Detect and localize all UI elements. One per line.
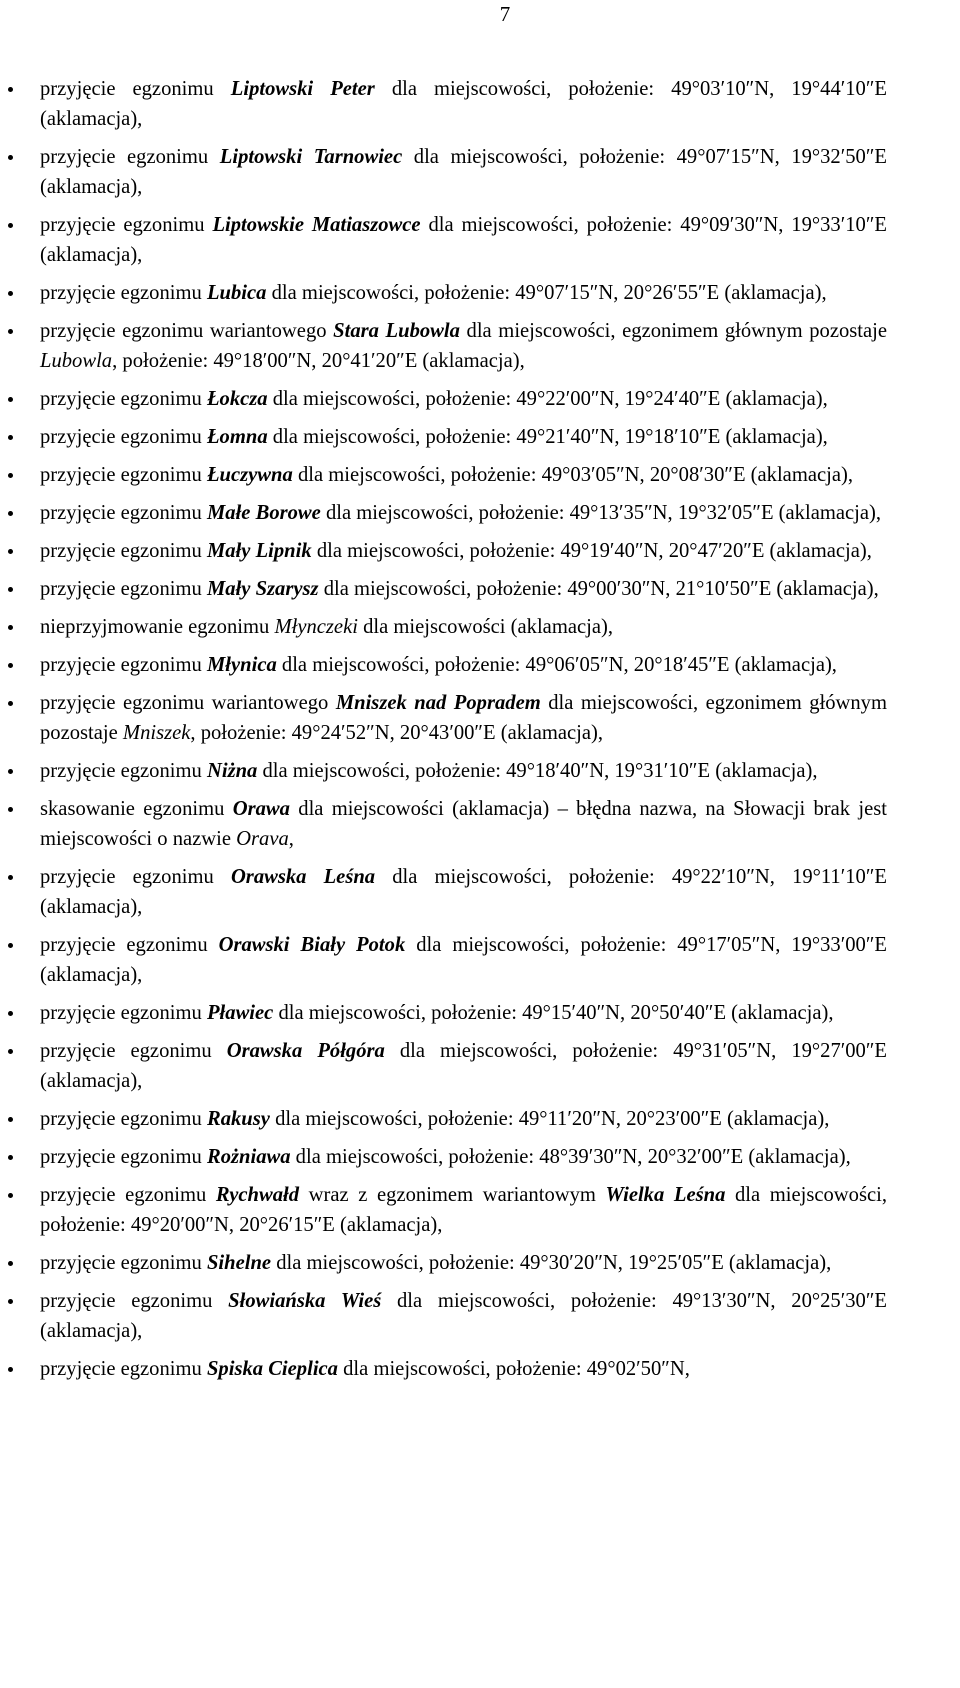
item-text: dla miejscowości, położenie: 49°06′05″N, 20°18′45″E (aklamacja), [276,654,837,676]
list-item [40,142,887,202]
item-text: , położenie: 49°24′52″N, 20°43′00″E (aklamacja), [190,722,604,744]
list-item [40,998,887,1028]
list-item [40,1180,887,1240]
item-text: , położenie: 49°18′00″N, 20°41′20″E (aklamacja), [112,350,525,372]
item-text: dla miejscowości (aklamacja), [357,616,613,638]
item-text: przyjęcie egzonimu [40,502,207,524]
list-item [40,688,887,748]
place-name: Mniszek [122,722,191,744]
item-text: przyjęcie egzonimu [40,1184,216,1206]
exonym-name: Łokcza [206,388,268,410]
item-text: przyjęcie egzonimu wariantowego [40,692,336,714]
exonym-name: Pławiec [206,1002,274,1024]
item-text: przyjęcie egzonimu [40,1290,229,1312]
list-item [40,1104,887,1134]
item-text: dla miejscowości, położenie: 49°22′00″N, 19°24′40″E (aklamacja), [267,388,828,410]
item-text: przyjęcie egzonimu [40,214,213,236]
list-item [40,1286,887,1346]
item-text: przyjęcie egzonimu [40,540,207,562]
list-item [40,650,887,680]
item-text: dla miejscowości, położenie: 49°13′35″N, 19°32′05″E (aklamacja), [320,502,882,524]
item-text: przyjęcie egzonimu [40,282,207,304]
list-item [40,794,887,854]
item-text: przyjęcie egzonimu wariantowego [40,320,334,342]
list-item [40,316,887,376]
item-text: przyjęcie egzonimu [40,1252,207,1274]
exonym-name: Liptowski Peter [230,78,375,100]
exonym-name: Łuczywna [206,464,293,486]
list-item [40,862,887,922]
list-item [40,1248,887,1278]
list-item [40,278,887,308]
place-name: Lubowla [40,350,113,372]
item-text: dla miejscowości, położenie: 49°03′10″N, 19°44′10″E (aklamacja), [40,78,887,130]
exonym-name: Orawska Półgóra [226,1040,385,1062]
item-text: dla miejscowości, położenie: 49°18′40″N, 19°31′10″E (aklamacja), [257,760,818,782]
list-item [40,612,887,642]
exonym-name: Rychwałd [215,1184,300,1206]
item-text: dla miejscowości, położenie: 49°17′05″N, 19°33′00″E (aklamacja), [40,934,887,986]
list-item [40,574,887,604]
list-item [40,210,887,270]
item-text: przyjęcie egzonimu [40,1358,207,1380]
item-text: przyjęcie egzonimu [40,78,231,100]
item-text: dla miejscowości, położenie: 49°15′40″N, 20°50′40″E (aklamacja), [273,1002,834,1024]
list-item [40,930,887,990]
exonym-name: Słowiańska Wieś [228,1290,382,1312]
item-text: dla miejscowości, położenie: 49°19′40″N, 20°47′20″E (aklamacja), [311,540,872,562]
item-text: wraz z egzonimem wariantowym [299,1184,606,1206]
item-text: dla miejscowości, położenie: 49°07′15″N, 19°32′50″E (aklamacja), [40,146,887,198]
exonym-name: Niżna [206,760,258,782]
item-text: dla miejscowości, egzonimem głównym pozostaje [40,692,888,744]
list-item [40,422,887,452]
item-text: dla miejscowości, położenie: 49°13′30″N, 20°25′30″E (aklamacja), [40,1290,887,1342]
item-text: dla miejscowości, położenie: 49°31′05″N, 19°27′00″E (aklamacja), [40,1040,887,1092]
exonym-name: Orawski Biały Potok [218,934,406,956]
item-text: przyjęcie egzonimu [40,654,207,676]
item-text: przyjęcie egzonimu [40,760,207,782]
item-text: przyjęcie egzonimu [40,1040,227,1062]
exonym-name: Orawa [232,798,290,820]
item-text: przyjęcie egzonimu [40,866,231,888]
exonym-name: Młynica [206,654,277,676]
item-text: dla miejscowości, położenie: 49°00′30″N, 21°10′50″E (aklamacja), [318,578,879,600]
exonym-name: Mały Szarysz [206,578,319,600]
item-text: dla miejscowości, położenie: 49°21′40″N, 19°18′10″E (aklamacja), [267,426,828,448]
list-item [40,384,887,414]
list-item [40,460,887,490]
item-text: nieprzyjmowanie egzonimu [40,616,275,638]
exonym-name: Liptowskie Matiaszowce [212,214,421,236]
item-text: dla miejscowości, położenie: 49°09′30″N, 19°33′10″E (aklamacja), [40,214,887,266]
exonym-name: Orawska Leśna [230,866,376,888]
item-text: dla miejscowości, położenie: 49°07′15″N, 20°26′55″E (aklamacja), [266,282,827,304]
list-item [40,74,887,134]
place-name: Orava [236,828,289,850]
list-item [40,536,887,566]
exonym-name: Mały Lipnik [206,540,312,562]
exonym-name: Małe Borowe [206,502,321,524]
list-item [40,756,887,786]
item-text: dla miejscowości (aklamacja) – błędna nazwa, na Słowacji brak jest miejscowości o nazwie [40,798,887,850]
item-text: dla miejscowości, położenie: 49°02′50″N, [337,1358,690,1380]
exonym-name: Spiska Cieplica [206,1358,338,1380]
list-item [40,1142,887,1172]
item-text: przyjęcie egzonimu [40,934,219,956]
item-text: dla miejscowości, położenie: 49°22′10″N, 19°11′10″E (aklamacja), [40,866,887,918]
item-text: przyjęcie egzonimu [40,1108,207,1130]
place-name: Młynczeki [274,616,358,638]
item-text: dla miejscowości, położenie: 49°11′20″N, 20°23′00″E (aklamacja), [269,1108,830,1130]
exonym-name: Liptowski Tarnowiec [219,146,403,168]
exonym-name: Wielka Leśna [605,1184,726,1206]
list-item [40,1036,887,1096]
item-text: przyjęcie egzonimu [40,388,207,410]
page-number: 7 [499,2,511,26]
item-text: dla miejscowości, położenie: 49°03′05″N, 20°08′30″E (aklamacja), [292,464,853,486]
item-text: dla miejscowości, położenie: 49°30′20″N, 19°25′05″E (aklamacja), [271,1252,832,1274]
list-item [40,1354,887,1384]
item-text: dla miejscowości, egzonimem głównym pozostaje [459,320,888,342]
item-text: przyjęcie egzonimu [40,464,207,486]
list-item [40,498,887,528]
exonym-name: Sihelne [206,1252,272,1274]
resolution-list [40,74,887,1392]
item-text: przyjęcie egzonimu [40,1002,207,1024]
item-text: przyjęcie egzonimu [40,578,207,600]
exonym-name: Łomna [206,426,268,448]
exonym-name: Mniszek nad Popradem [335,692,541,714]
exonym-name: Rakusy [206,1108,270,1130]
exonym-name: Rożniawa [206,1146,291,1168]
item-text: dla miejscowości, położenie: 48°39′30″N, 20°32′00″E (aklamacja), [290,1146,851,1168]
item-text: przyjęcie egzonimu [40,426,207,448]
item-text: przyjęcie egzonimu [40,146,220,168]
exonym-name: Stara Lubowla [333,320,460,342]
item-text: dla miejscowości, położenie: 49°20′00″N, 20°26′15″E (aklamacja), [40,1184,887,1236]
exonym-name: Lubica [206,282,267,304]
item-text: skasowanie egzonimu [40,798,233,820]
item-text: przyjęcie egzonimu [40,1146,207,1168]
item-text: , [288,828,294,850]
